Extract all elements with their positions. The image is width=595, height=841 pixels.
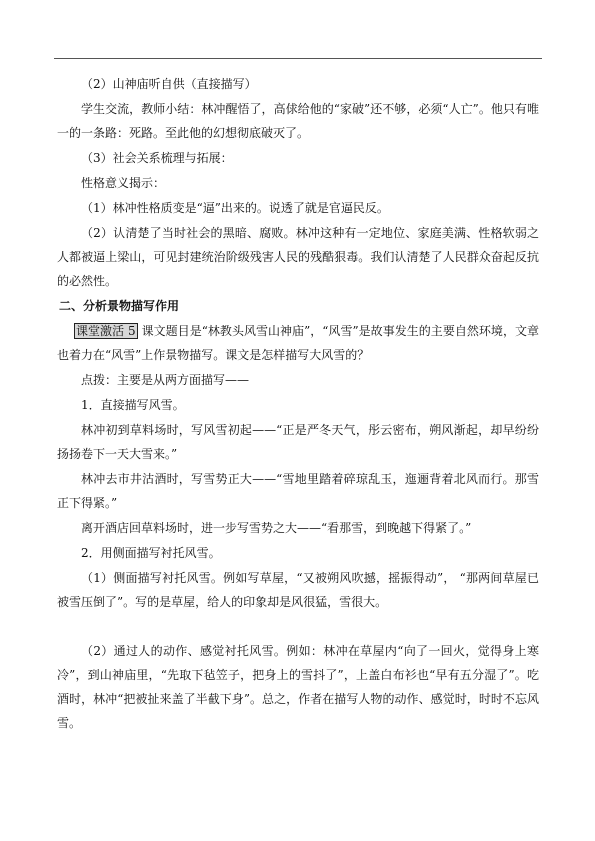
paragraph: （1）侧面描写衬托风雪。例如写草屋，“又被朔风吹撼，摇振得动”， “那两间草屋已被雪压倒了”。写的是草屋，给人的印象却是风很猛，雪很大。	[57, 571, 539, 609]
paragraph: 1．直接描写风雪。	[81, 398, 185, 412]
paragraph: （2）通过人的动作、感觉衬托风雪。例如：林冲在草屋内“向了一回火，觉得身上寒冷”，到山神庙里，“先取下毡笠子，把身上的雪抖了”，上盖白布衫也“早有五分湿了”。吃酒时，林冲“把被扯来盖了半截下身”。总之，作者在描写人物的动作、感觉时，时时不忘风雪。	[57, 644, 539, 730]
paragraph-with-tag	[57, 319, 539, 367]
paragraph: 2．用侧面描写衬托风雪。	[81, 546, 221, 560]
header-rule	[54, 58, 542, 59]
paragraph-text: 课文题目是“林教头风雪山神庙”，“风雪”是故事发生的主要自然环境，文章也着力在“风雪”上作景物描写。课文是怎样描写大风雪的？	[57, 324, 539, 362]
paragraph: （1）林冲性格质变是“逼”出来的。说透了就是官逼民反。	[81, 201, 389, 215]
paragraph: 离开酒店回草料场时，进一步写雪势之大——“看那雪，到晚越下得紧了。”	[81, 521, 472, 535]
paragraph: 林冲初到草料场时，写风雪初起——“正是严冬天气，彤云密布，朔风渐起，却早纷纷扬扬卷下一天大雪来。”	[57, 423, 539, 461]
spacer	[57, 614, 539, 638]
paragraph: （3）社会关系梳理与拓展：	[81, 151, 233, 165]
paragraph: 林冲去市井沽酒时，写雪势正大——“雪地里踏着碎琼乱玉，迤逦背着北风而行。那雪正下得紧。”	[57, 472, 539, 510]
activity-tag: 课堂激活 5	[76, 324, 136, 338]
paragraph: 点拨：主要是从两方面描写——	[81, 373, 250, 387]
paragraph: （2）认清楚了当时社会的黑暗、腐败。林冲这种有一定地位、家庭美满、性格软弱之人都被逼上梁山，可见封建统治阶级残害人民的残酷狠毒。我们认清楚了人民群众奋起反抗的必然性。	[57, 226, 539, 288]
paragraph: 学生交流，教师小结：林冲醒悟了，高俅给他的“家破”还不够，必须“人亡”。他只有唯一的一条路：死路。至此他的幻想彻底破灭了。	[57, 102, 539, 140]
paragraph: 性格意义揭示：	[81, 176, 166, 190]
section-heading: 二、分析景物描写作用	[59, 299, 180, 313]
document-body	[57, 72, 539, 735]
paragraph: （2）山神庙听自供（直接描写）	[81, 77, 257, 91]
